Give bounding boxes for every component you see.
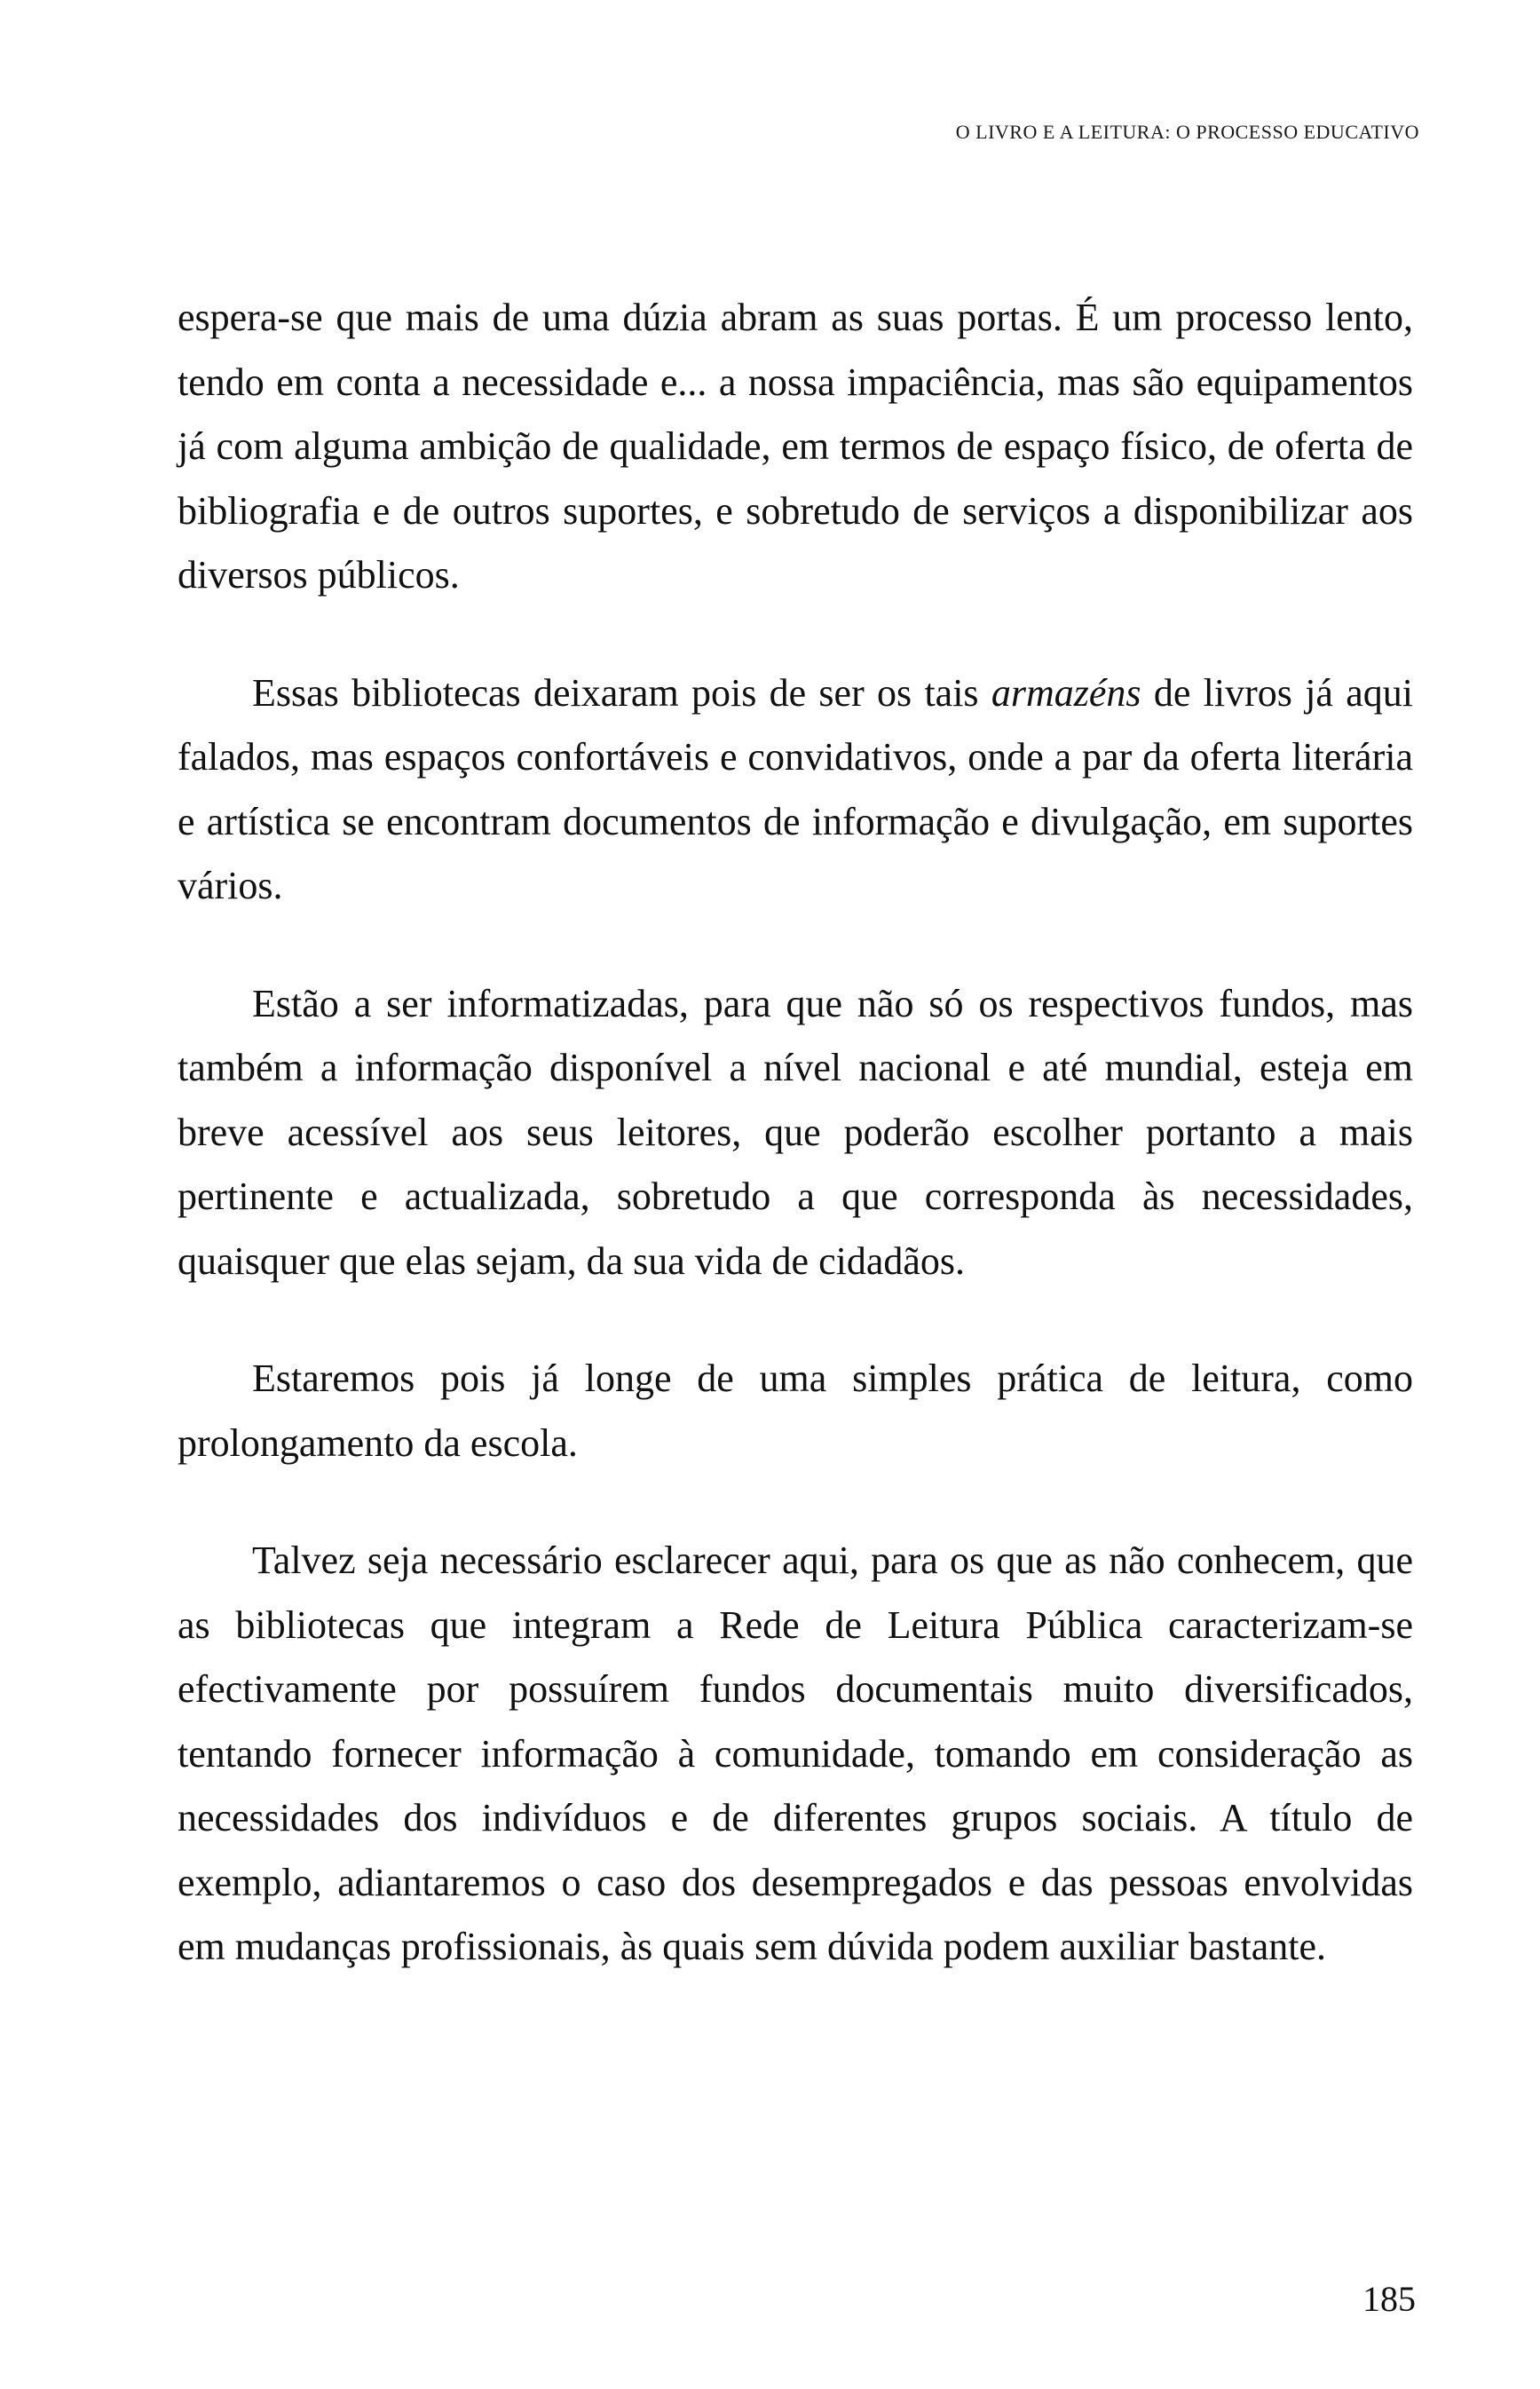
paragraph-2-emphasis: armazéns (991, 670, 1141, 715)
page-number: 185 (1362, 2279, 1416, 2319)
running-head: O LIVRO E A LEITURA: O PROCESSO EDUCATIVO (955, 121, 1419, 143)
paragraph-5: Talvez seja necessário esclarecer aqui, para os que as não conhecem, que as bibliotecas que integram a Rede de Leitura Pública caracterizam-se efectivamente por possuírem fundos documentais muito diversificados, tentando fornecer informação à comunidade, tomando em consideração as necessidades dos indivíduos e de diferentes grupos sociais. A título de exemplo, adiantaremos o caso dos desempregados e das pessoas envolvidas em mudanças profissionais, às quais sem dúvida podem auxiliar bastante. (178, 1539, 1413, 1968)
paragraph-2-before: Essas bibliotecas deixaram pois de ser os tais (252, 670, 991, 715)
paragraph-2-after: de livros já aqui falados, mas espaços confortáveis e convidativos, onde a par da oferta literária e artística se encontram documentos de informação e divulgação, em suportes vários. (178, 670, 1413, 907)
body-text (178, 286, 1413, 1980)
paragraph-3: Estão a ser informatizadas, para que não só os respectivos fundos, mas também a informação disponível a nível nacional e até mundial, esteja em breve acessível aos seus leitores, que poderão escolher portanto a mais pertinente e actualizada, sobretudo a que corresponda às necessidades, quaisquer que elas sejam, da sua vida de cidadãos. (178, 981, 1413, 1283)
paragraph-1: espera-se que mais de uma dúzia abram as suas portas. É um processo lento, tendo em conta a necessidade e... a nossa impaciência, mas são equipamentos já com alguma ambição de qualidade, em termos de espaço físico, de oferta de bibliografia e de outros suportes, e sobretudo de serviços a disponibilizar aos diversos públicos. (178, 296, 1413, 597)
paragraph-4: Estaremos pois já longe de uma simples prática de leitura, como prolongamento da escola. (178, 1357, 1413, 1465)
paragraph-2 (178, 661, 1413, 919)
